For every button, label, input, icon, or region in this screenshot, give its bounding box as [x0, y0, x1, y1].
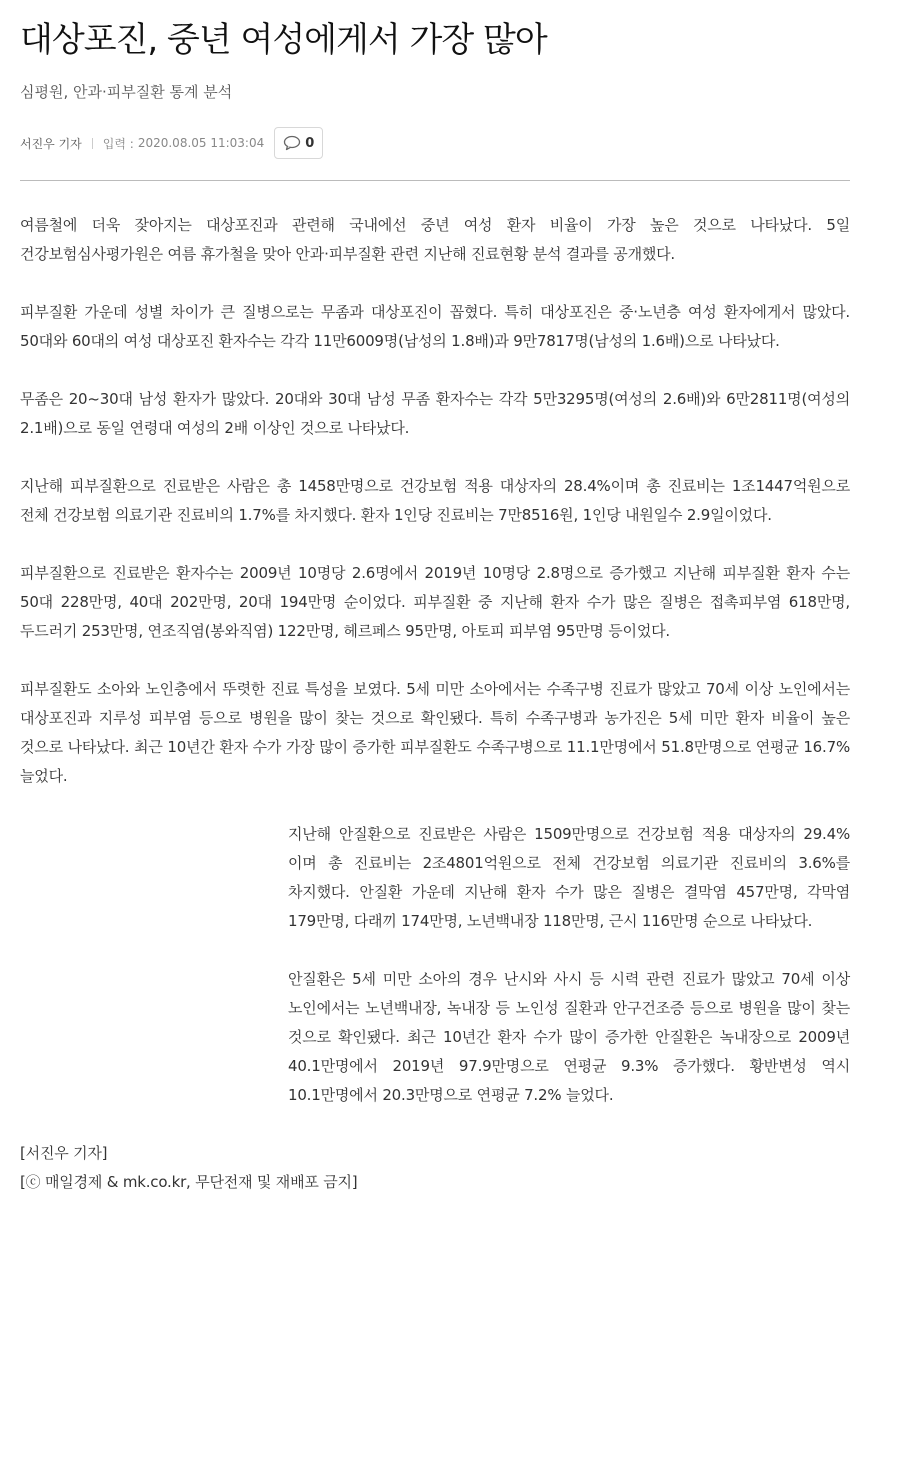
- ad-placeholder: [20, 820, 284, 1092]
- body-paragraph: 무좀은 20~30대 남성 환자가 많았다. 20대와 30대 남성 무좀 환자수는 각각 5만3295명(여성의 2.6배)와 6만2811명(여성의 2.1배)으로 동일 연령대 여성의 2배 이상인 것으로 나타났다.: [20, 390, 850, 437]
- speech-bubble-icon: [283, 135, 301, 151]
- body-paragraph: 여름철에 더욱 잦아지는 대상포진과 관련해 국내에선 중년 여성 환자 비율이 가장 높은 것으로 나타났다. 5일 건강보험심사평가원은 여름 휴가철을 맞아 안과·피부질환 관련 지난해 진료현황 분석 결과를 공개했다.: [20, 216, 850, 263]
- article-credits: [20, 1139, 850, 1197]
- body-paragraph: 안질환은 5세 미만 소아의 경우 난시와 사시 등 시력 관련 진료가 많았고 70세 이상 노인에서는 노년백내장, 녹내장 등 노인성 질환과 안구건조증 등으로 병원을 많이 찾는 것으로 확인됐다. 최근 10년간 환자 수가 많이 증가한 안질환은 녹내장으로 2009년 40.1만명에서 2019년 97.9만명으로 연평균 9.3% 증가했다. 황반변성 역시 10.1만명에서 20.3만명으로 연평균 7.2% 늘었다.: [288, 970, 850, 1104]
- body-paragraph: 피부질환으로 진료받은 환자수는 2009년 10명당 2.6명에서 2019년 10명당 2.8명으로 증가했고 지난해 피부질환 환자 수는 50대 228만명, 40대 202만명, 20대 194만명 순이었다. 피부질환 중 지난해 환자 수가 많은 질병은 접촉피부염 618만명, 두드러기 253만명, 연조직염(봉와직염) 122만명, 헤르페스 95만명, 아토피 피부염 95만명 등이었다.: [20, 564, 850, 640]
- comment-button[interactable]: [274, 127, 323, 159]
- headline: 대상포진, 중년 여성에게서 가장 많아: [20, 20, 547, 60]
- date-label: 입력 :: [102, 136, 134, 151]
- meta-divider: [92, 138, 93, 149]
- article-body: [20, 211, 850, 1197]
- date-value: 2020.08.05 11:03:04: [137, 136, 265, 150]
- header-divider: [20, 180, 850, 181]
- body-paragraph: 지난해 안질환으로 진료받은 사람은 1509만명으로 건강보험 적용 대상자의 29.4%이며 총 진료비는 2조4801억원으로 전체 건강보험 의료기관 진료비의 3.6%를 차지했다. 안질환 가운데 지난해 환자 수가 많은 질병은 결막염 457만명, 각막염 179만명, 다래끼 174만명, 노년백내장 118만명, 근시 116만명 순으로 나타났다.: [288, 825, 850, 930]
- article-meta: [20, 126, 850, 160]
- subtitle: 심평원, 안과·피부질환 통계 분석: [20, 83, 233, 101]
- body-paragraph: 피부질환 가운데 성별 차이가 큰 질병으로는 무좀과 대상포진이 꼽혔다. 특히 대상포진은 중·노년층 여성 환자에게서 많았다. 50대와 60대의 여성 대상포진 환자수는 각각 11만6009명(남성의 1.8배)과 9만7817명(남성의 1.6배)으로 나타났다.: [20, 303, 850, 350]
- body-paragraph: 지난해 피부질환으로 진료받은 사람은 총 1458만명으로 건강보험 적용 대상자의 28.4%이며 총 진료비는 1조1447억원으로 전체 건강보험 의료기관 진료비의 1.7%를 차지했다. 환자 1인당 진료비는 7만8516원, 1인당 내원일수 2.9일이었다.: [20, 477, 850, 524]
- comment-count: 0: [305, 135, 315, 151]
- byline: [서진우 기자]: [20, 1144, 108, 1162]
- copyright-notice: [ⓒ 매일경제 & mk.co.kr, 무단전재 및 재배포 금지]: [20, 1173, 358, 1191]
- article: [20, 0, 850, 1197]
- body-paragraph: 피부질환도 소아와 노인층에서 뚜렷한 진료 특성을 보였다. 5세 미만 소아에서는 수족구병 진료가 많았고 70세 이상 노인에서는 대상포진과 지루성 피부염 등으로 병원을 많이 찾는 것으로 확인됐다. 특히 수족구병과 농가진은 5세 미만 환자 비율이 높은 것으로 나타났다. 최근 10년간 환자 수가 가장 많이 증가한 피부질환도 수족구병으로 11.1만명에서 51.8만명으로 연평균 16.7% 늘었다.: [20, 680, 850, 785]
- reporter-name[interactable]: 서진우 기자: [20, 136, 82, 151]
